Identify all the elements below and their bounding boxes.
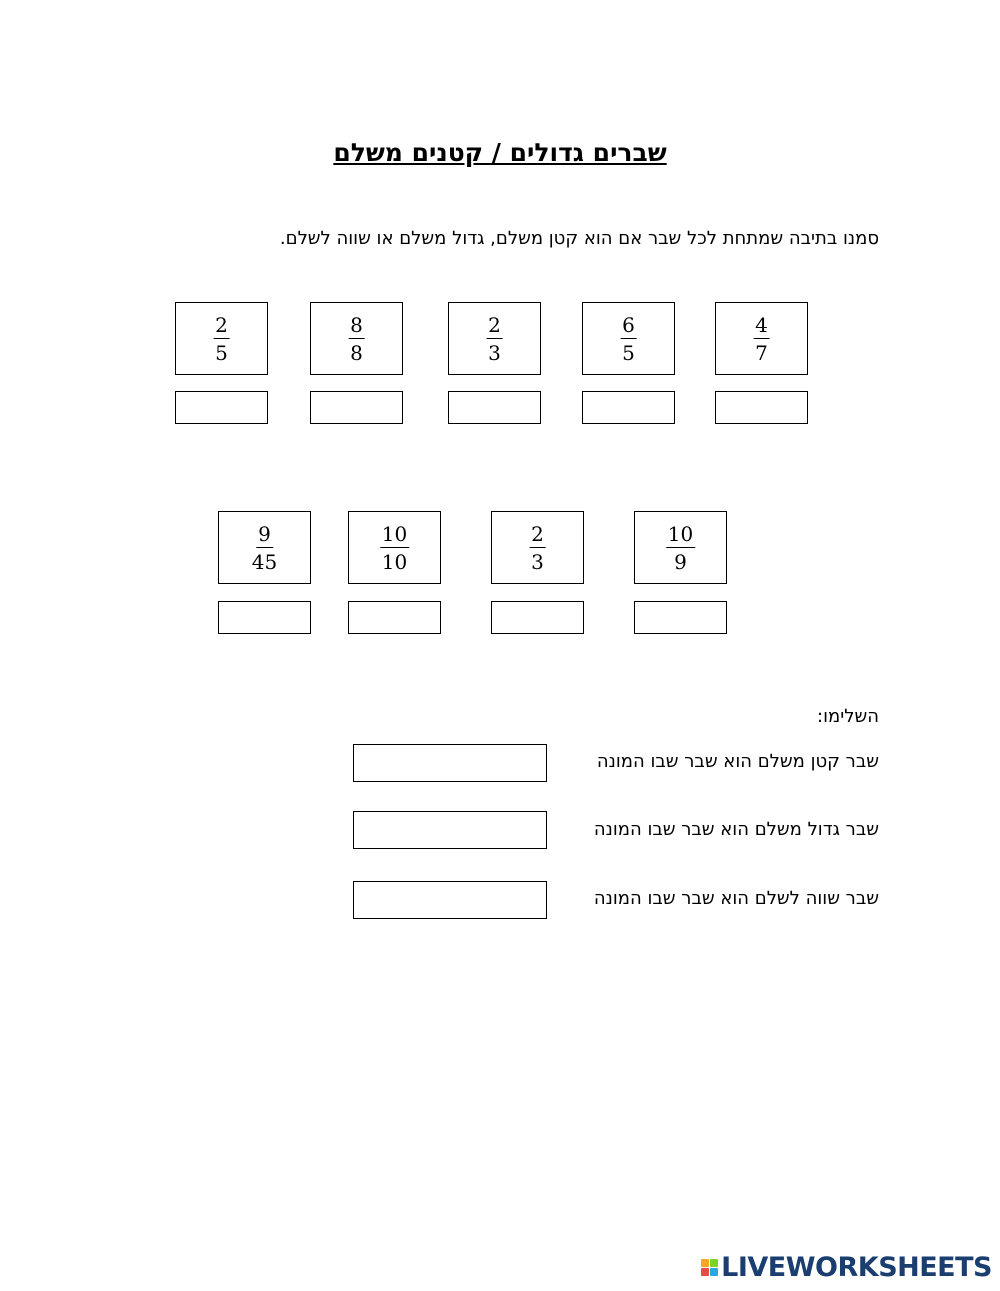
numerator: 10 — [381, 521, 408, 546]
fraction — [486, 312, 503, 365]
fraction-box — [491, 511, 584, 584]
logo-square — [710, 1268, 718, 1276]
sentence-smaller: שבר קטן משלם הוא שבר שבו המונה — [596, 751, 879, 772]
answer-input[interactable] — [218, 601, 311, 634]
denominator: 45 — [251, 549, 278, 574]
denominator: 5 — [622, 340, 635, 365]
fraction-box — [634, 511, 727, 584]
answer-input[interactable] — [582, 391, 675, 424]
fraction — [753, 312, 770, 365]
denominator: 7 — [755, 340, 768, 365]
sentence-equal: שבר שווה לשלם הוא שבר שבו המונה — [593, 888, 879, 909]
logo-square — [701, 1259, 709, 1267]
complete-label: השלימו: — [817, 706, 879, 727]
numerator: 2 — [488, 312, 501, 337]
fraction-box — [310, 302, 403, 375]
fraction — [380, 521, 409, 574]
fill-input-equal[interactable] — [353, 881, 547, 919]
logo-square — [710, 1259, 718, 1267]
answer-input[interactable] — [634, 601, 727, 634]
fraction-box — [582, 302, 675, 375]
answer-input[interactable] — [175, 391, 268, 424]
fraction — [529, 521, 546, 574]
denominator: 10 — [381, 549, 408, 574]
logo-text: LIVEWORKSHEETS — [721, 1252, 992, 1283]
fraction-box — [175, 302, 268, 375]
fraction-box — [448, 302, 541, 375]
answer-input[interactable] — [715, 391, 808, 424]
numerator: 2 — [531, 521, 544, 546]
liveworksheets-logo — [701, 1252, 992, 1283]
fraction — [620, 312, 637, 365]
sentence-greater: שבר גדול משלם הוא שבר שבו המונה — [593, 819, 879, 840]
fill-input-smaller[interactable] — [353, 744, 547, 782]
numerator: 4 — [755, 312, 768, 337]
page-title: שברים גדולים / קטנים משלם — [333, 138, 667, 167]
answer-input[interactable] — [448, 391, 541, 424]
answer-input[interactable] — [491, 601, 584, 634]
answer-input[interactable] — [348, 601, 441, 634]
fraction — [348, 312, 365, 365]
numerator: 2 — [215, 312, 228, 337]
numerator: 9 — [258, 521, 271, 546]
fraction — [250, 521, 279, 574]
denominator: 3 — [531, 549, 544, 574]
denominator: 5 — [215, 340, 228, 365]
denominator: 3 — [488, 340, 501, 365]
fraction-box — [218, 511, 311, 584]
denominator: 8 — [350, 340, 363, 365]
fraction — [213, 312, 230, 365]
denominator: 9 — [674, 549, 687, 574]
fraction-box — [715, 302, 808, 375]
numerator: 10 — [667, 521, 694, 546]
numerator: 6 — [622, 312, 635, 337]
answer-input[interactable] — [310, 391, 403, 424]
logo-square — [701, 1268, 709, 1276]
fraction — [666, 521, 695, 574]
numerator: 8 — [350, 312, 363, 337]
fraction-box — [348, 511, 441, 584]
instructions: סמנו בתיבה שמתחת לכל שבר אם הוא קטן משלם, גדול משלם או שווה לשלם. — [279, 228, 879, 249]
logo-icon — [701, 1259, 718, 1276]
fill-input-greater[interactable] — [353, 811, 547, 849]
